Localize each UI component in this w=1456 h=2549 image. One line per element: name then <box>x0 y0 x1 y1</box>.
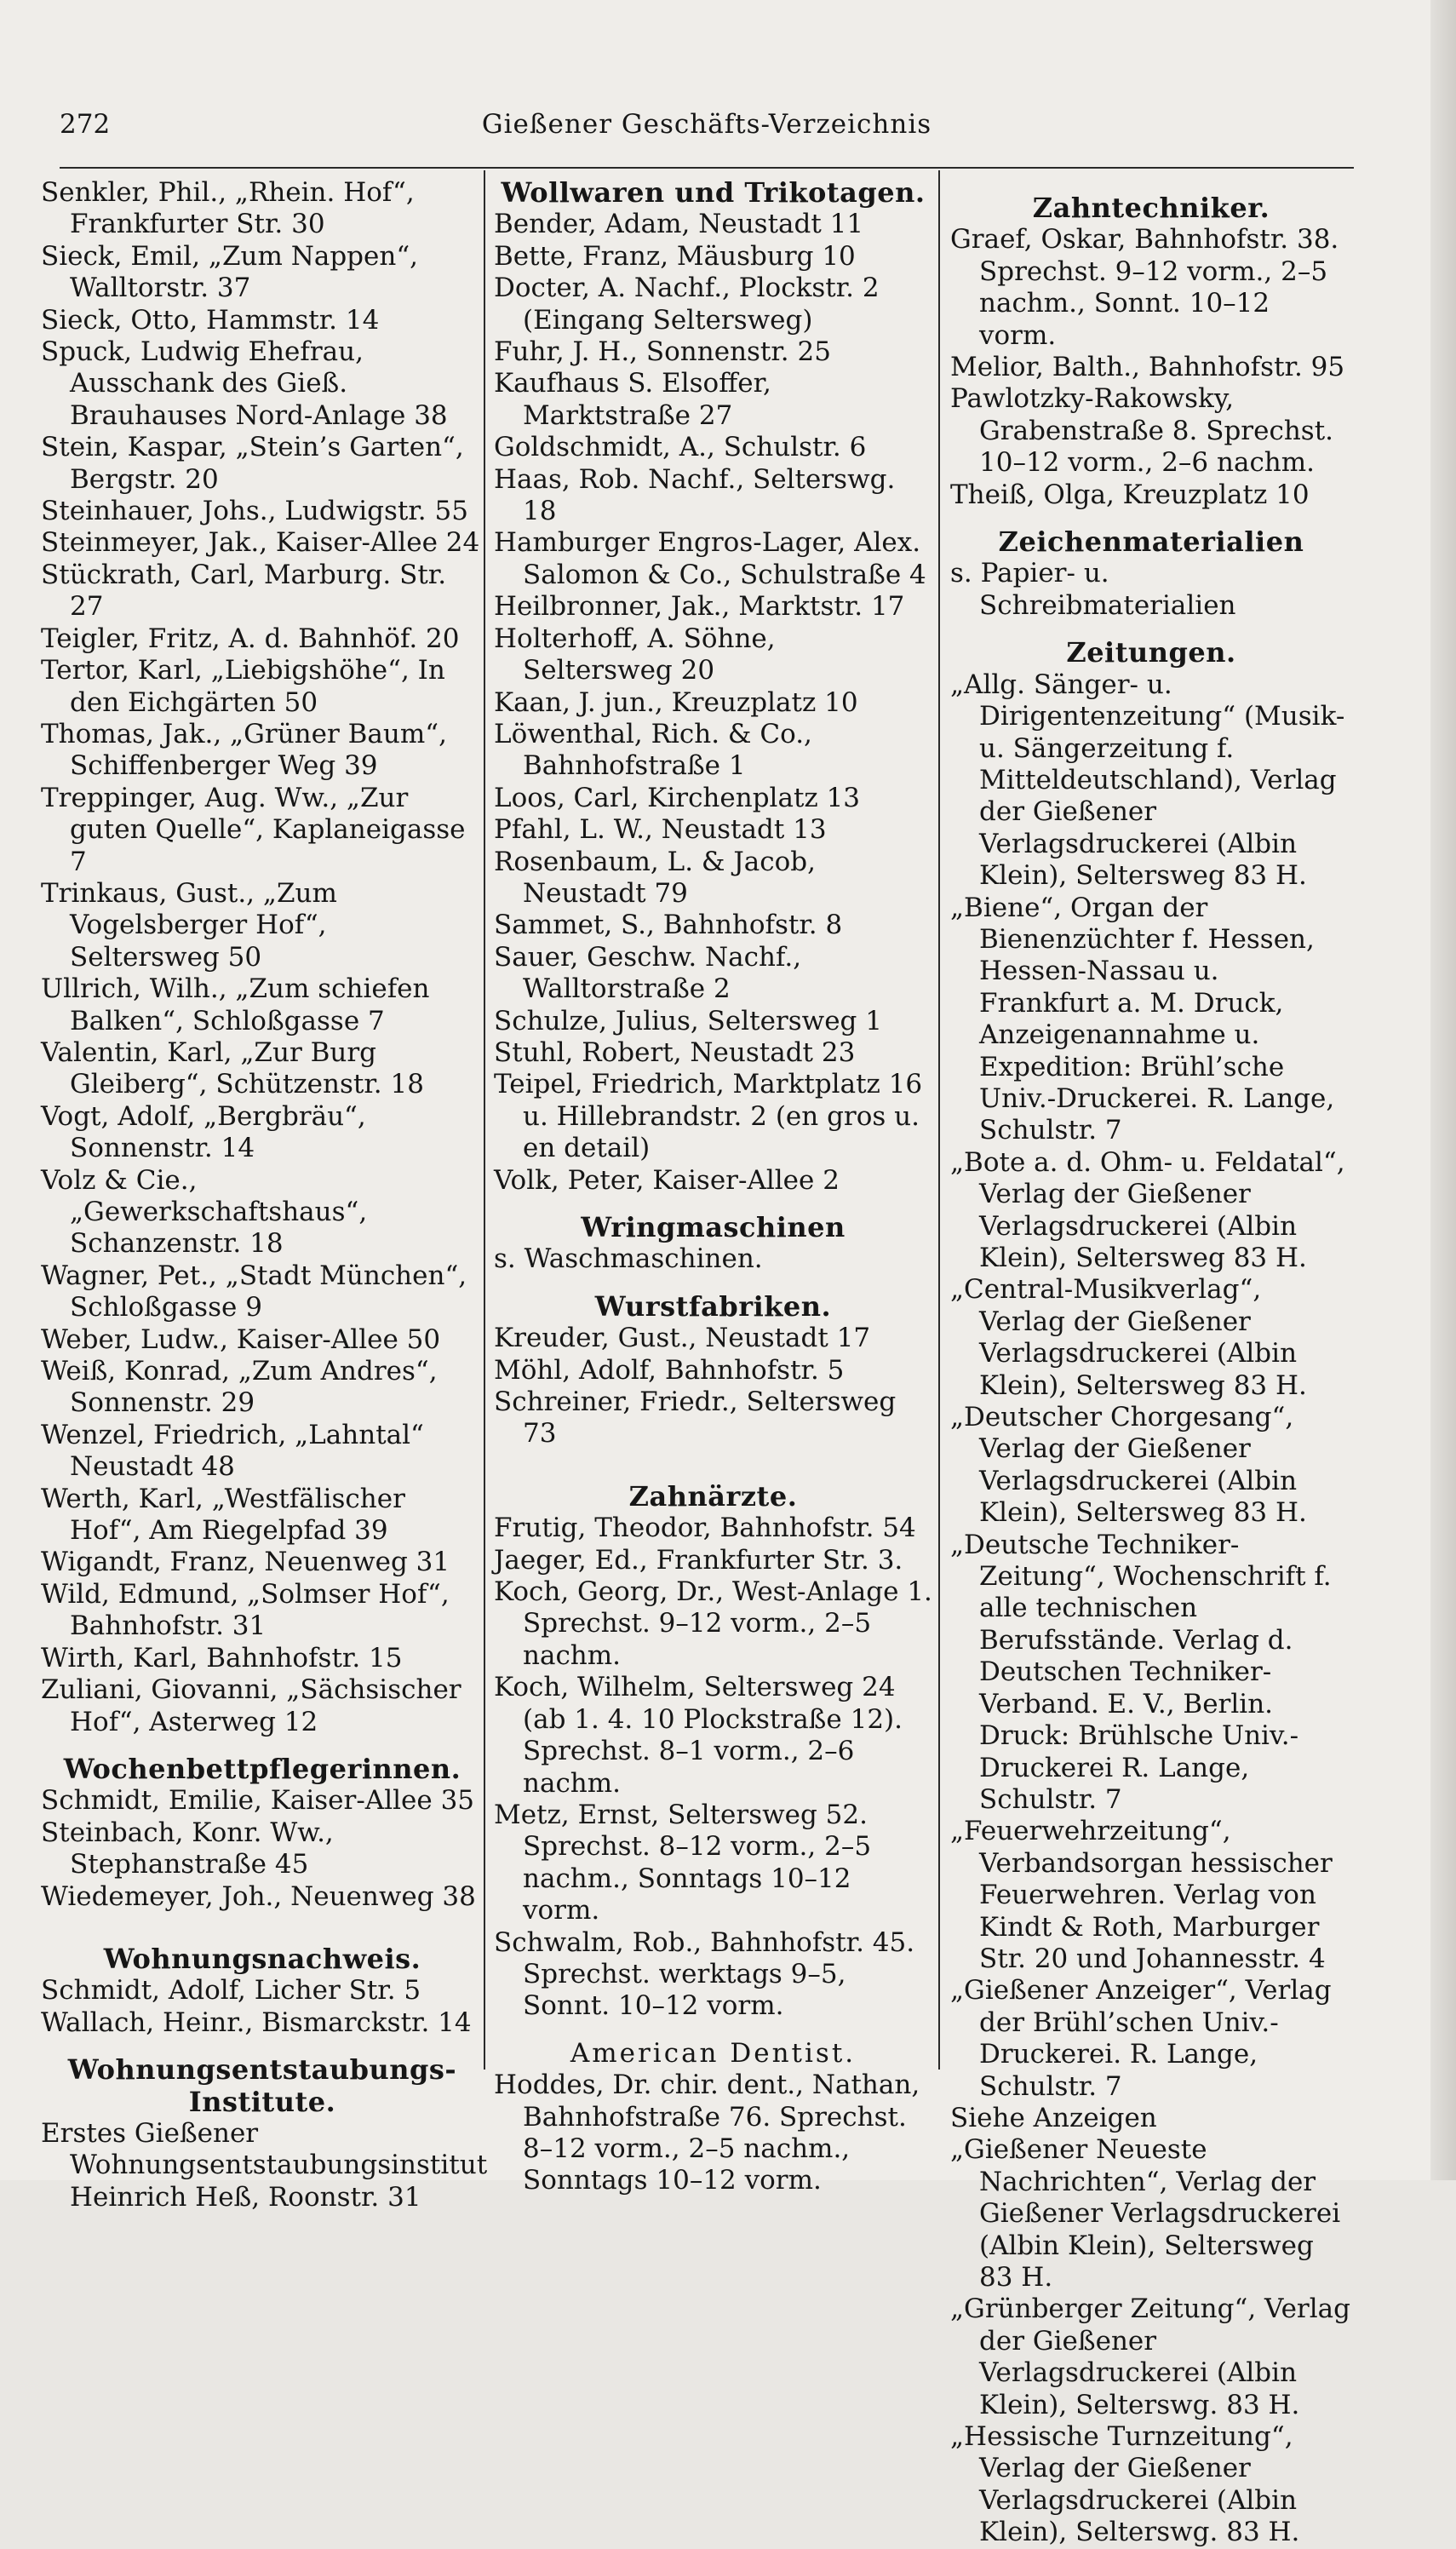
directory-entry: Kaufhaus S. Elsoffer, Marktstraße 27 <box>494 368 771 431</box>
directory-entry: Schwalm, Rob., Bahnhofstr. 45. Sprechst. werktags 9–5, Sonnt. 10–12 vorm. <box>494 1926 915 2022</box>
section-heading: Wurstfabriken. <box>594 1289 832 1323</box>
entries-zahnaerzte <box>494 1513 932 2023</box>
directory-entry: Wenzel, Friedrich, „Lahntal“ Neustadt 48 <box>41 1419 424 1483</box>
directory-entry: Melior, Balth., Bahnhofstr. 95 <box>950 352 1345 383</box>
directory-entry: Holterhoff, A. Söhne, Seltersweg 20 <box>494 623 776 686</box>
directory-entry: Thomas, Jak., „Grüner Baum“, Schiffenberger Weg 39 <box>41 718 447 782</box>
directory-entry: „Hessische Turnzeitung“, Verlag der Gießener Verlagsdruckerei (Albin Klein), Selterswg. 83 H. <box>950 2421 1300 2548</box>
directory-entry: Steinhauer, Johs., Ludwigstr. 55 <box>41 496 468 527</box>
directory-entry: Schulze, Julius, Seltersweg 1 <box>494 1005 882 1036</box>
subheading-american-dentist: American Dentist. <box>570 2037 857 2069</box>
directory-entry: Koch, Wilhelm, Seltersweg 24 (ab 1. 4. 10 Plockstraße 12). Sprechst. 8–1 vorm., 2–6 nachm. <box>494 1672 903 1799</box>
column-3 <box>950 177 1352 2549</box>
directory-entry: „Central-Musikverlag“, Verlag der Gießener Verlagsdruckerei (Albin Klein), Seltersweg 83 H. <box>950 1274 1307 1401</box>
directory-entry: „Deutscher Chorgesang“, Verlag der Gießener Verlagsdruckerei (Albin Klein), Seltersweg 83 H. <box>950 1402 1307 1529</box>
directory-entry: Jaeger, Ed., Frankfurter Str. 3. <box>494 1544 903 1576</box>
section-heading: Zahntechniker. <box>1032 192 1270 224</box>
entries-wohnungsnachweis <box>41 1975 484 2039</box>
directory-entry: Docter, A. Nachf., Plockstr. 2 (Eingang Seltersweg) <box>494 273 880 336</box>
section-heading: Zeitungen. <box>1066 636 1236 669</box>
directory-entry: Möhl, Adolf, Bahnhofstr. 5 <box>494 1354 845 1386</box>
directory-entry: Metz, Ernst, Seltersweg 52. Sprechst. 8–12 vorm., 2–5 nachm., Sonntags 10–12 vorm. <box>494 1799 872 1926</box>
directory-entry: „Deutsche Techniker-Zeitung“, Wochenschrift f. alle technischen Berufsstände. Verlag d. Deutschen Techniker-Verband. E. V., Berlin. Druck: Brühlsche Univ.-Druckerei R. Lange, Schulstr. 7 <box>950 1529 1332 1815</box>
directory-entry: Werth, Karl, „Westfälischer Hof“, Am Riegelpfad 39 <box>41 1483 405 1547</box>
directory-entry: Volz & Cie., „Gewerkschaftshaus“, Schanzenstr. 18 <box>41 1164 368 1260</box>
directory-entry: Wagner, Pet., „Stadt München“, Schloßgasse 9 <box>41 1260 467 1323</box>
directory-entry: „Biene“, Organ der Bienenzüchter f. Hessen, Hessen-Nassau u. Frankfurt a. M. Druck, Anzeigenannahme u. Expedition: Brühl’sche Univ.-Druckerei. R. Lange, Schulstr. 7 <box>950 892 1335 1146</box>
directory-entry: „Gießener Anzeiger“, Verlag der Brühl’schen Univ.-Druckerei. R. Lange, Schulstr. 7 <box>950 1975 1332 2102</box>
directory-entry: Loos, Carl, Kirchenplatz 13 <box>494 782 861 813</box>
directory-entry: Rosenbaum, L. & Jacob, Neustadt 79 <box>494 846 816 909</box>
directory-entry: Goldschmidt, A., Schulstr. 6 <box>494 432 867 463</box>
directory-entry: Steinbach, Konr. Ww., Stephanstraße 45 <box>41 1817 334 1880</box>
directory-entry: Sieck, Emil, „Zum Nappen“, Walltorstr. 37 <box>41 240 419 304</box>
directory-entry: Senkler, Phil., „Rhein. Hof“, Frankfurter Str. 30 <box>41 177 415 240</box>
directory-entry: Stein, Kaspar, „Stein’s Garten“, Bergstr. 20 <box>41 432 464 495</box>
entries-gastwirte <box>41 177 484 1738</box>
directory-entry: Weber, Ludw., Kaiser-Allee 50 <box>41 1323 441 1355</box>
directory-entry: Wirth, Karl, Bahnhofstr. 15 <box>41 1642 403 1673</box>
directory-entry: Bette, Franz, Mäusburg 10 <box>494 240 856 272</box>
entries-wringmaschinen <box>494 1243 932 1275</box>
entries-wurstfabriken <box>494 1323 932 1450</box>
directory-entry: Haas, Rob. Nachf., Selterswg. 18 <box>494 463 896 527</box>
directory-entry: Kaan, J. jun., Kreuzplatz 10 <box>494 686 858 718</box>
section-heading: Zahnärzte. <box>628 1479 798 1513</box>
page-edge-shadow <box>1430 0 1456 2180</box>
directory-entry: „Gießener Neueste Nachrichten“, Verlag der Gießener Verlagsdruckerei (Albin Klein), Seltersweg 83 H. <box>950 2134 1341 2293</box>
directory-entry: Graef, Oskar, Bahnhofstr. 38. Sprechst. 9–12 vorm., 2–5 nachm., Sonnt. 10–12 vorm. <box>950 224 1339 351</box>
directory-entry: Hamburger Engros-Lager, Alex. Salomon & Co., Schulstraße 4 <box>494 527 926 590</box>
column-2 <box>494 177 932 2197</box>
column-divider <box>938 170 940 2070</box>
directory-entry: Stückrath, Carl, Marburg. Str. 27 <box>41 559 447 623</box>
directory-entry: Fuhr, J. H., Sonnenstr. 25 <box>494 336 831 368</box>
header-rule <box>60 167 1354 169</box>
directory-entry: Teigler, Fritz, A. d. Bahnhöf. 20 <box>41 623 460 654</box>
entries-zeichenmaterialien <box>950 558 1352 622</box>
section-heading: Wochenbettpflegerinnen. <box>63 1752 461 1785</box>
directory-entry: Pawlotzky-Rakowsky, Grabenstraße 8. Sprechst. 10–12 vorm., 2–6 nachm. <box>950 383 1334 479</box>
directory-entry: Vogt, Adolf, „Bergbräu“, Sonnenstr. 14 <box>41 1100 366 1164</box>
page-header <box>60 109 1354 146</box>
directory-entry: Bender, Adam, Neustadt 11 <box>494 209 864 240</box>
directory-entry: „Grünberger Zeitung“, Verlag der Gießener Verlagsdruckerei (Albin Klein), Selterswg. 83 H. <box>950 2294 1350 2420</box>
directory-entry: Löwenthal, Rich. & Co., Bahnhofstraße 1 <box>494 718 812 782</box>
directory-entry: Sammet, S., Bahnhofstr. 8 <box>494 910 843 941</box>
directory-entry: s. Papier- u. Schreibmaterialien <box>950 558 1236 621</box>
directory-entry: Valentin, Karl, „Zur Burg Gleiberg“, Schützenstr. 18 <box>41 1036 424 1100</box>
directory-entry: Weiß, Konrad, „Zum Andres“, Sonnenstr. 29 <box>41 1356 438 1419</box>
section-heading: Wohnungsentstaubungs-Institute. <box>67 2053 457 2118</box>
directory-entry: „Allg. Sänger- u. Dirigentenzeitung“ (Musik- u. Sängerzeitung f. Mitteldeutschland), Verlag der Gießener Verlagsdruckerei (Albin Klein), Seltersweg 83 H. <box>950 669 1345 892</box>
directory-entry: Koch, Georg, Dr., West-Anlage 1. Sprechst. 9–12 vorm., 2–5 nachm. <box>494 1576 932 1671</box>
section-heading: Zeichenmaterialien <box>998 525 1304 559</box>
directory-entry: Erstes Gießener Wohnungsentstaubungsinstitut Heinrich Heß, Roonstr. 31 <box>41 2117 488 2213</box>
column-divider <box>484 170 485 2070</box>
directory-entry: Spuck, Ludwig Ehefrau, Ausschank des Gieß. Brauhauses Nord-Anlage 38 <box>41 336 448 431</box>
directory-entry: Theiß, Olga, Kreuzplatz 10 <box>950 479 1310 510</box>
running-title: Gießener Geschäfts-Verzeichnis <box>481 109 932 140</box>
entries-wohnungsentstaubung <box>41 2117 488 2213</box>
directory-entry: Trinkaus, Gust., „Zum Vogelsberger Hof“, Seltersweg 50 <box>41 877 337 973</box>
entries-wochenbettpflegerinnen <box>41 1785 484 1913</box>
directory-entry: Sieck, Otto, Hammstr. 14 <box>41 304 380 336</box>
directory-entry: s. Waschmaschinen. <box>494 1243 763 1275</box>
directory-entry: „Bote a. d. Ohm- u. Feldatal“, Verlag der Gießener Verlagsdruckerei (Albin Klein), Seltersweg 83 H. <box>950 1146 1345 1273</box>
entries-zeitungen <box>950 669 1352 2549</box>
directory-entry: Treppinger, Aug. Ww., „Zur guten Quelle“, Kaplaneigasse 7 <box>41 782 466 877</box>
directory-entry: Ullrich, Wilh., „Zum schiefen Balken“, Schloßgasse 7 <box>41 973 430 1036</box>
directory-entry: „Feuerwehrzeitung“, Verbandsorgan hessischer Feuerwehren. Verlag von Kindt & Roth, Marburger Str. 20 und Johannesstr. 4 <box>950 1816 1333 1974</box>
directory-entry: Steinmeyer, Jak., Kaiser-Allee 24 <box>41 527 480 559</box>
directory-entry: Schmidt, Adolf, Licher Str. 5 <box>41 1975 421 2006</box>
directory-entry: Schmidt, Emilie, Kaiser-Allee 35 <box>41 1785 475 1817</box>
directory-entry: Stuhl, Robert, Neustadt 23 <box>494 1036 856 1068</box>
section-heading: Wohnungsnachweis. <box>103 1942 421 1975</box>
directory-entry: Teipel, Friedrich, Marktplatz 16 u. Hillebrandstr. 2 (en gros u. en detail) <box>494 1069 923 1164</box>
section-heading: Wollwaren und Trikotagen. <box>501 176 926 209</box>
directory-entry: Zuliani, Giovanni, „Sächsischer Hof“, Asterweg 12 <box>41 1674 461 1737</box>
directory-entry: Wild, Edmund, „Solmser Hof“, Bahnhofstr. 31 <box>41 1578 450 1642</box>
directory-entry: Pfahl, L. W., Neustadt 13 <box>494 814 827 846</box>
page-number: 272 <box>60 109 111 140</box>
entries-zahntechniker <box>950 224 1352 511</box>
column-1 <box>41 177 488 2213</box>
directory-entry: Tertor, Karl, „Liebigshöhe“, In den Eichgärten 50 <box>41 655 445 718</box>
directory-entry: Wallach, Heinr., Bismarckstr. 14 <box>41 2006 472 2038</box>
directory-entry: Frutig, Theodor, Bahnhofstr. 54 <box>494 1513 916 1544</box>
directory-entry: Wiedemeyer, Joh., Neuenweg 38 <box>41 1880 476 1912</box>
directory-entry: Volk, Peter, Kaiser-Allee 2 <box>494 1164 840 1196</box>
entries-american-dentist <box>494 2070 932 2197</box>
directory-entry: Sauer, Geschw. Nachf., Walltorstraße 2 <box>494 941 802 1005</box>
section-heading: Wringmaschinen <box>581 1211 846 1243</box>
directory-entry: Kreuder, Gust., Neustadt 17 <box>494 1323 871 1354</box>
directory-entry: Wigandt, Franz, Neuenweg 31 <box>41 1547 450 1578</box>
directory-entry: Siehe Anzeigen <box>950 2102 1157 2133</box>
directory-entry: Schreiner, Friedr., Seltersweg 73 <box>494 1386 897 1450</box>
directory-entry: Hoddes, Dr. chir. dent., Nathan, Bahnhofstraße 76. Sprechst. 8–12 vorm., 2–5 nachm., Sonntags 10–12 vorm. <box>494 2070 920 2196</box>
directory-entry: Heilbronner, Jak., Marktstr. 17 <box>494 591 905 623</box>
entries-wollwaren <box>494 209 932 1197</box>
